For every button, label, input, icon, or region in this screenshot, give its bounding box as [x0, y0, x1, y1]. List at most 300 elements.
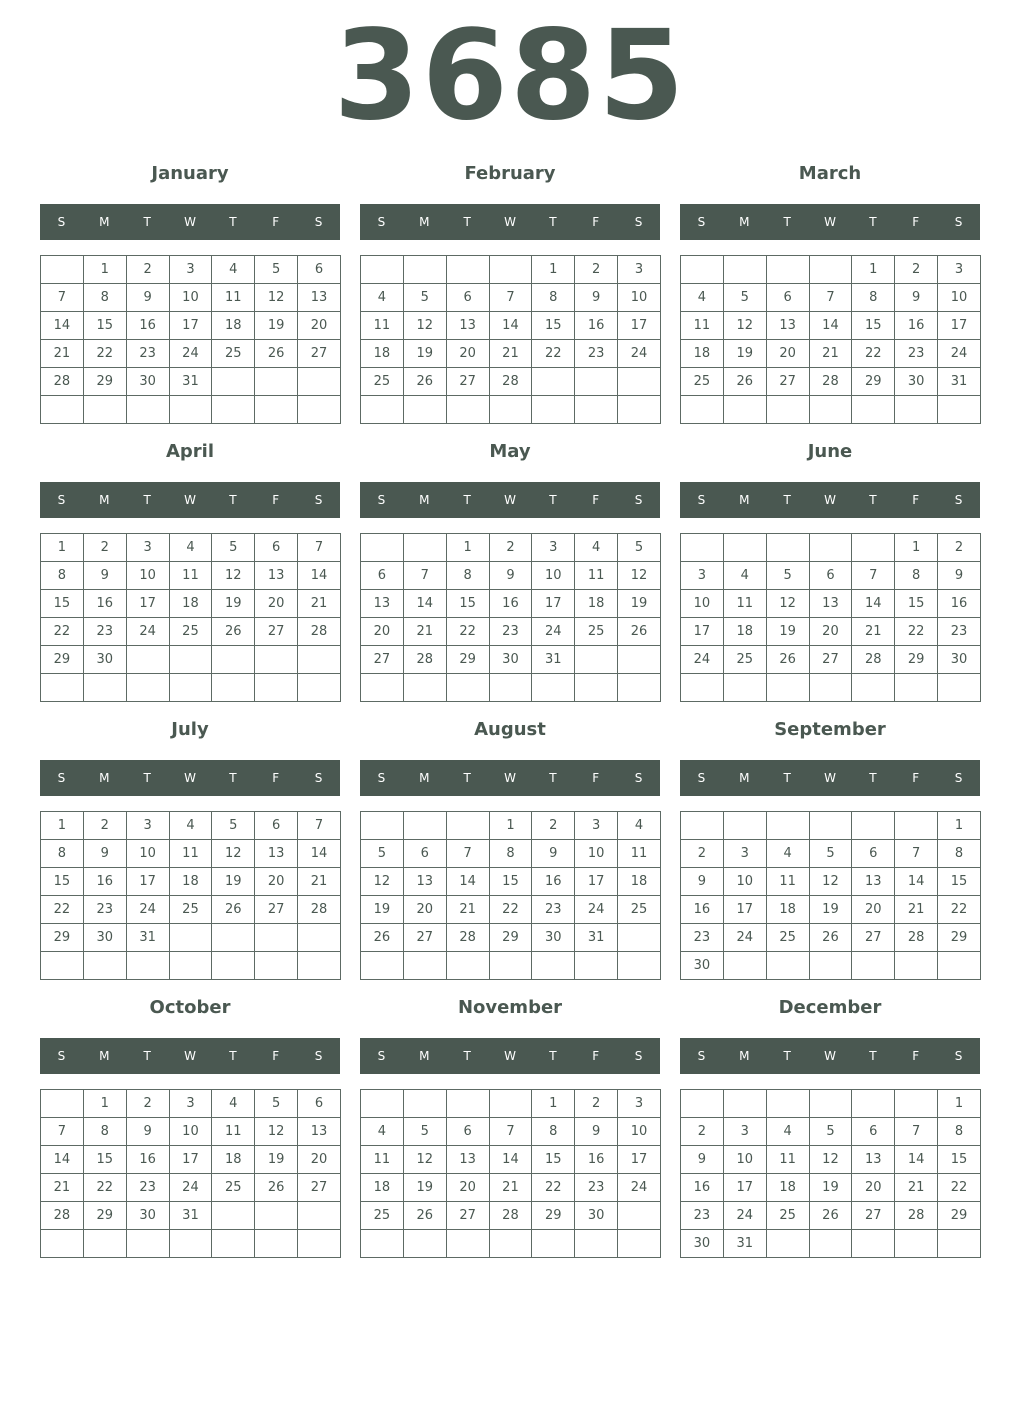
- day-cell: [298, 1202, 341, 1230]
- day-cell: 3: [126, 534, 169, 562]
- weekday-label: S: [57, 771, 66, 785]
- day-cell: [895, 1230, 938, 1258]
- day-cell: [83, 396, 126, 424]
- day-cell: 17: [723, 1174, 766, 1202]
- weekday-header: [40, 760, 340, 796]
- day-cell: 4: [212, 256, 255, 284]
- day-cell: 12: [255, 1118, 298, 1146]
- day-cell: [618, 396, 661, 424]
- day-cell: 1: [41, 534, 84, 562]
- week-row: [41, 590, 341, 618]
- day-cell: 23: [681, 1202, 724, 1230]
- week-row: [41, 674, 341, 702]
- week-row: [681, 1146, 981, 1174]
- day-cell: 25: [361, 368, 404, 396]
- week-row: [41, 812, 341, 840]
- day-cell: 27: [852, 924, 895, 952]
- day-cell: 24: [618, 340, 661, 368]
- day-cell: 7: [298, 534, 341, 562]
- day-cell: 1: [83, 1090, 126, 1118]
- day-cell: [126, 674, 169, 702]
- day-cell: 9: [681, 868, 724, 896]
- day-cell: 15: [489, 868, 532, 896]
- week-row: [41, 256, 341, 284]
- day-cell: 6: [766, 284, 809, 312]
- day-cell: 19: [403, 340, 446, 368]
- weekday-label: W: [824, 215, 836, 229]
- weekday-header: [680, 204, 980, 240]
- day-cell: [618, 1202, 661, 1230]
- day-cell: [298, 1230, 341, 1258]
- weekday-header: [40, 482, 340, 518]
- week-row: [41, 868, 341, 896]
- day-cell: 13: [298, 284, 341, 312]
- day-cell: 11: [169, 562, 212, 590]
- day-cell: [852, 1090, 895, 1118]
- day-cell: 6: [403, 840, 446, 868]
- day-cell: 30: [83, 646, 126, 674]
- day-cell: [212, 1202, 255, 1230]
- day-cell: [852, 396, 895, 424]
- day-cell: 4: [169, 812, 212, 840]
- day-cell: 9: [126, 284, 169, 312]
- day-cell: 16: [489, 590, 532, 618]
- day-cell: [575, 396, 618, 424]
- day-cell: [489, 674, 532, 702]
- week-row: [681, 646, 981, 674]
- day-cell: 12: [212, 840, 255, 868]
- day-cell: 17: [126, 590, 169, 618]
- day-cell: 29: [41, 646, 84, 674]
- day-cell: 27: [766, 368, 809, 396]
- weekday-label: T: [463, 1049, 471, 1063]
- day-cell: [938, 674, 981, 702]
- day-cell: 7: [446, 840, 489, 868]
- month-name: February: [464, 163, 556, 184]
- day-cell: 21: [852, 618, 895, 646]
- weekday-label: T: [869, 771, 877, 785]
- weekday-header: [360, 482, 660, 518]
- weekday-label: F: [592, 493, 600, 507]
- day-cell: [852, 812, 895, 840]
- day-cell: [938, 396, 981, 424]
- week-row: [41, 396, 341, 424]
- week-row: [41, 1090, 341, 1118]
- day-cell: 11: [212, 284, 255, 312]
- week-row: [41, 1118, 341, 1146]
- day-cell: 27: [446, 368, 489, 396]
- day-cell: 20: [852, 896, 895, 924]
- day-cell: 18: [766, 896, 809, 924]
- day-cell: 29: [895, 646, 938, 674]
- day-cell: 3: [575, 812, 618, 840]
- weekday-label: S: [634, 1049, 643, 1063]
- day-cell: [212, 952, 255, 980]
- day-cell: [169, 952, 212, 980]
- day-cell: 8: [532, 1118, 575, 1146]
- week-row: [681, 256, 981, 284]
- day-cell: 2: [489, 534, 532, 562]
- day-cell: 21: [895, 1174, 938, 1202]
- week-row: [681, 534, 981, 562]
- weekday-header: [680, 1038, 980, 1074]
- day-cell: 8: [41, 562, 84, 590]
- day-cell: 1: [532, 256, 575, 284]
- day-cell: 10: [126, 562, 169, 590]
- day-cell: 20: [361, 618, 404, 646]
- day-cell: 28: [895, 1202, 938, 1230]
- day-cell: [489, 1230, 532, 1258]
- weekday-label: W: [504, 493, 516, 507]
- day-cell: [532, 952, 575, 980]
- day-cell: 25: [575, 618, 618, 646]
- day-cell: 6: [298, 1090, 341, 1118]
- day-cell: [403, 1090, 446, 1118]
- day-cell: 16: [83, 590, 126, 618]
- day-cell: [41, 256, 84, 284]
- day-cell: 17: [681, 618, 724, 646]
- week-row: [361, 812, 661, 840]
- day-cell: 18: [575, 590, 618, 618]
- day-cell: 2: [83, 534, 126, 562]
- week-row: [361, 840, 661, 868]
- day-cell: 2: [681, 840, 724, 868]
- week-row: [41, 618, 341, 646]
- month-name: October: [149, 997, 231, 1018]
- day-cell: 27: [403, 924, 446, 952]
- day-cell: [681, 256, 724, 284]
- day-cell: 8: [938, 840, 981, 868]
- day-cell: [41, 1230, 84, 1258]
- day-cell: [618, 674, 661, 702]
- day-cell: [361, 952, 404, 980]
- day-cell: 6: [255, 812, 298, 840]
- weekday-label: T: [143, 1049, 151, 1063]
- day-cell: [212, 646, 255, 674]
- week-row: [361, 312, 661, 340]
- day-cell: [723, 952, 766, 980]
- week-row: [681, 1174, 981, 1202]
- day-cell: 2: [126, 256, 169, 284]
- day-cell: 25: [169, 896, 212, 924]
- day-cell: 13: [255, 562, 298, 590]
- week-row: [361, 284, 661, 312]
- day-cell: [126, 646, 169, 674]
- day-cell: [618, 368, 661, 396]
- day-cell: 16: [83, 868, 126, 896]
- week-row: [361, 256, 661, 284]
- day-cell: [723, 812, 766, 840]
- month-name: April: [165, 441, 215, 462]
- day-cell: 19: [255, 1146, 298, 1174]
- day-cell: 10: [723, 868, 766, 896]
- weekday-label: S: [377, 771, 386, 785]
- day-cell: 22: [83, 1174, 126, 1202]
- weekday-label: M: [419, 215, 430, 229]
- day-cell: [618, 646, 661, 674]
- day-cell: 9: [895, 284, 938, 312]
- day-cell: 1: [41, 812, 84, 840]
- day-cell: 24: [169, 1174, 212, 1202]
- day-cell: [766, 812, 809, 840]
- day-cell: 8: [938, 1118, 981, 1146]
- week-row: [41, 1202, 341, 1230]
- day-cell: 3: [532, 534, 575, 562]
- day-cell: 3: [618, 1090, 661, 1118]
- day-cell: 5: [212, 812, 255, 840]
- day-cell: 3: [126, 812, 169, 840]
- weekday-label: T: [549, 771, 557, 785]
- weekday-label: S: [954, 215, 963, 229]
- weekday-label: T: [869, 1049, 877, 1063]
- day-cell: 4: [212, 1090, 255, 1118]
- day-cell: 19: [212, 590, 255, 618]
- day-cell: 1: [83, 256, 126, 284]
- day-cell: 11: [681, 312, 724, 340]
- day-cell: 23: [126, 340, 169, 368]
- day-grid: [680, 811, 981, 980]
- day-cell: [681, 396, 724, 424]
- day-cell: 19: [809, 896, 852, 924]
- week-row: [41, 562, 341, 590]
- day-cell: 5: [618, 534, 661, 562]
- day-cell: 24: [938, 340, 981, 368]
- day-cell: 24: [723, 924, 766, 952]
- day-cell: 28: [895, 924, 938, 952]
- day-cell: 25: [212, 340, 255, 368]
- day-cell: 18: [361, 1174, 404, 1202]
- day-grid: [40, 533, 341, 702]
- day-cell: 6: [361, 562, 404, 590]
- weekday-label: W: [184, 493, 196, 507]
- day-cell: [766, 674, 809, 702]
- day-cell: 27: [298, 1174, 341, 1202]
- week-row: [361, 340, 661, 368]
- day-cell: 21: [446, 896, 489, 924]
- weekday-label: F: [592, 1049, 600, 1063]
- weekday-label: M: [99, 493, 110, 507]
- day-cell: 22: [852, 340, 895, 368]
- day-cell: 13: [809, 590, 852, 618]
- day-cell: 14: [809, 312, 852, 340]
- week-row: [681, 868, 981, 896]
- day-cell: [255, 1202, 298, 1230]
- day-cell: [169, 396, 212, 424]
- day-cell: 15: [41, 590, 84, 618]
- day-cell: 11: [723, 590, 766, 618]
- day-cell: 16: [938, 590, 981, 618]
- month-name: December: [778, 997, 882, 1018]
- day-cell: 22: [938, 1174, 981, 1202]
- day-cell: 31: [169, 1202, 212, 1230]
- day-cell: [723, 674, 766, 702]
- day-cell: 8: [852, 284, 895, 312]
- day-cell: 22: [938, 896, 981, 924]
- day-cell: 21: [489, 1174, 532, 1202]
- week-row: [681, 368, 981, 396]
- day-grid: [40, 1089, 341, 1258]
- day-cell: 3: [938, 256, 981, 284]
- day-cell: [403, 534, 446, 562]
- day-cell: 15: [446, 590, 489, 618]
- day-cell: 7: [809, 284, 852, 312]
- day-cell: 9: [126, 1118, 169, 1146]
- week-row: [361, 1230, 661, 1258]
- day-cell: [403, 952, 446, 980]
- day-cell: [126, 396, 169, 424]
- day-cell: 10: [126, 840, 169, 868]
- weekday-label: S: [314, 493, 323, 507]
- day-cell: 17: [169, 1146, 212, 1174]
- day-cell: [403, 812, 446, 840]
- day-cell: 15: [532, 312, 575, 340]
- day-cell: 1: [446, 534, 489, 562]
- day-cell: 13: [446, 312, 489, 340]
- weekday-label: T: [783, 771, 791, 785]
- day-cell: 24: [575, 896, 618, 924]
- weekday-label: T: [463, 493, 471, 507]
- day-cell: 30: [126, 1202, 169, 1230]
- day-cell: 9: [938, 562, 981, 590]
- weekday-header: [680, 760, 980, 796]
- day-cell: 28: [489, 1202, 532, 1230]
- day-cell: 26: [361, 924, 404, 952]
- day-cell: [255, 952, 298, 980]
- day-cell: 6: [446, 1118, 489, 1146]
- day-cell: 4: [766, 840, 809, 868]
- weekday-label: T: [869, 215, 877, 229]
- day-cell: [809, 812, 852, 840]
- day-cell: 21: [895, 896, 938, 924]
- day-cell: [403, 1230, 446, 1258]
- week-row: [681, 1118, 981, 1146]
- day-cell: [212, 368, 255, 396]
- day-cell: [361, 812, 404, 840]
- day-cell: 25: [681, 368, 724, 396]
- day-cell: 15: [852, 312, 895, 340]
- week-row: [681, 840, 981, 868]
- week-row: [41, 1146, 341, 1174]
- day-cell: 6: [852, 1118, 895, 1146]
- day-cell: 6: [446, 284, 489, 312]
- day-cell: [446, 674, 489, 702]
- day-cell: 18: [618, 868, 661, 896]
- day-cell: [361, 1230, 404, 1258]
- weekday-label: T: [783, 1049, 791, 1063]
- day-cell: 24: [618, 1174, 661, 1202]
- day-cell: 27: [255, 618, 298, 646]
- day-cell: [83, 1230, 126, 1258]
- week-row: [41, 840, 341, 868]
- week-row: [361, 952, 661, 980]
- day-cell: 17: [618, 312, 661, 340]
- weekday-label: S: [57, 1049, 66, 1063]
- weekday-header: [40, 204, 340, 240]
- day-cell: 6: [809, 562, 852, 590]
- weekday-label: T: [783, 493, 791, 507]
- day-cell: 2: [681, 1118, 724, 1146]
- week-row: [41, 1174, 341, 1202]
- weekday-label: S: [697, 493, 706, 507]
- weekday-label: M: [419, 493, 430, 507]
- day-cell: [809, 674, 852, 702]
- day-cell: 11: [212, 1118, 255, 1146]
- weekday-label: M: [739, 1049, 750, 1063]
- weekday-label: S: [314, 1049, 323, 1063]
- weekday-header: [360, 1038, 660, 1074]
- day-cell: 10: [575, 840, 618, 868]
- day-cell: 20: [446, 1174, 489, 1202]
- week-row: [41, 368, 341, 396]
- day-cell: 8: [83, 284, 126, 312]
- day-cell: 7: [852, 562, 895, 590]
- month-name: June: [807, 441, 853, 462]
- day-cell: 20: [446, 340, 489, 368]
- day-cell: 22: [41, 618, 84, 646]
- day-cell: 24: [532, 618, 575, 646]
- day-cell: 4: [361, 1118, 404, 1146]
- day-cell: [766, 1230, 809, 1258]
- day-cell: 10: [723, 1146, 766, 1174]
- weekday-label: W: [824, 771, 836, 785]
- week-row: [361, 396, 661, 424]
- weekday-label: M: [99, 771, 110, 785]
- week-row: [681, 340, 981, 368]
- day-cell: 2: [895, 256, 938, 284]
- day-cell: 9: [489, 562, 532, 590]
- day-cell: 1: [895, 534, 938, 562]
- day-cell: 14: [852, 590, 895, 618]
- day-cell: 27: [298, 340, 341, 368]
- day-cell: 23: [489, 618, 532, 646]
- day-cell: [212, 674, 255, 702]
- month-name: September: [774, 719, 886, 740]
- day-cell: 28: [489, 368, 532, 396]
- week-row: [361, 1174, 661, 1202]
- week-row: [681, 312, 981, 340]
- month-name: January: [151, 163, 229, 184]
- day-cell: 7: [403, 562, 446, 590]
- day-cell: 11: [575, 562, 618, 590]
- day-cell: 1: [532, 1090, 575, 1118]
- day-cell: [766, 952, 809, 980]
- day-cell: [169, 924, 212, 952]
- day-cell: [361, 396, 404, 424]
- day-cell: 14: [298, 562, 341, 590]
- day-cell: [126, 952, 169, 980]
- day-cell: 18: [681, 340, 724, 368]
- day-cell: [212, 1230, 255, 1258]
- day-cell: 14: [41, 1146, 84, 1174]
- day-cell: 10: [938, 284, 981, 312]
- weekday-label: F: [272, 1049, 280, 1063]
- day-cell: 7: [298, 812, 341, 840]
- day-cell: 30: [681, 952, 724, 980]
- weekday-header: [680, 482, 980, 518]
- month-name: May: [489, 441, 531, 462]
- day-cell: [938, 1230, 981, 1258]
- day-cell: [489, 1090, 532, 1118]
- day-cell: [446, 1090, 489, 1118]
- day-cell: 14: [446, 868, 489, 896]
- weekday-label: M: [99, 215, 110, 229]
- weekday-label: S: [377, 493, 386, 507]
- day-cell: 23: [83, 896, 126, 924]
- weekday-label: S: [377, 215, 386, 229]
- week-row: [41, 284, 341, 312]
- day-cell: 30: [681, 1230, 724, 1258]
- week-row: [41, 534, 341, 562]
